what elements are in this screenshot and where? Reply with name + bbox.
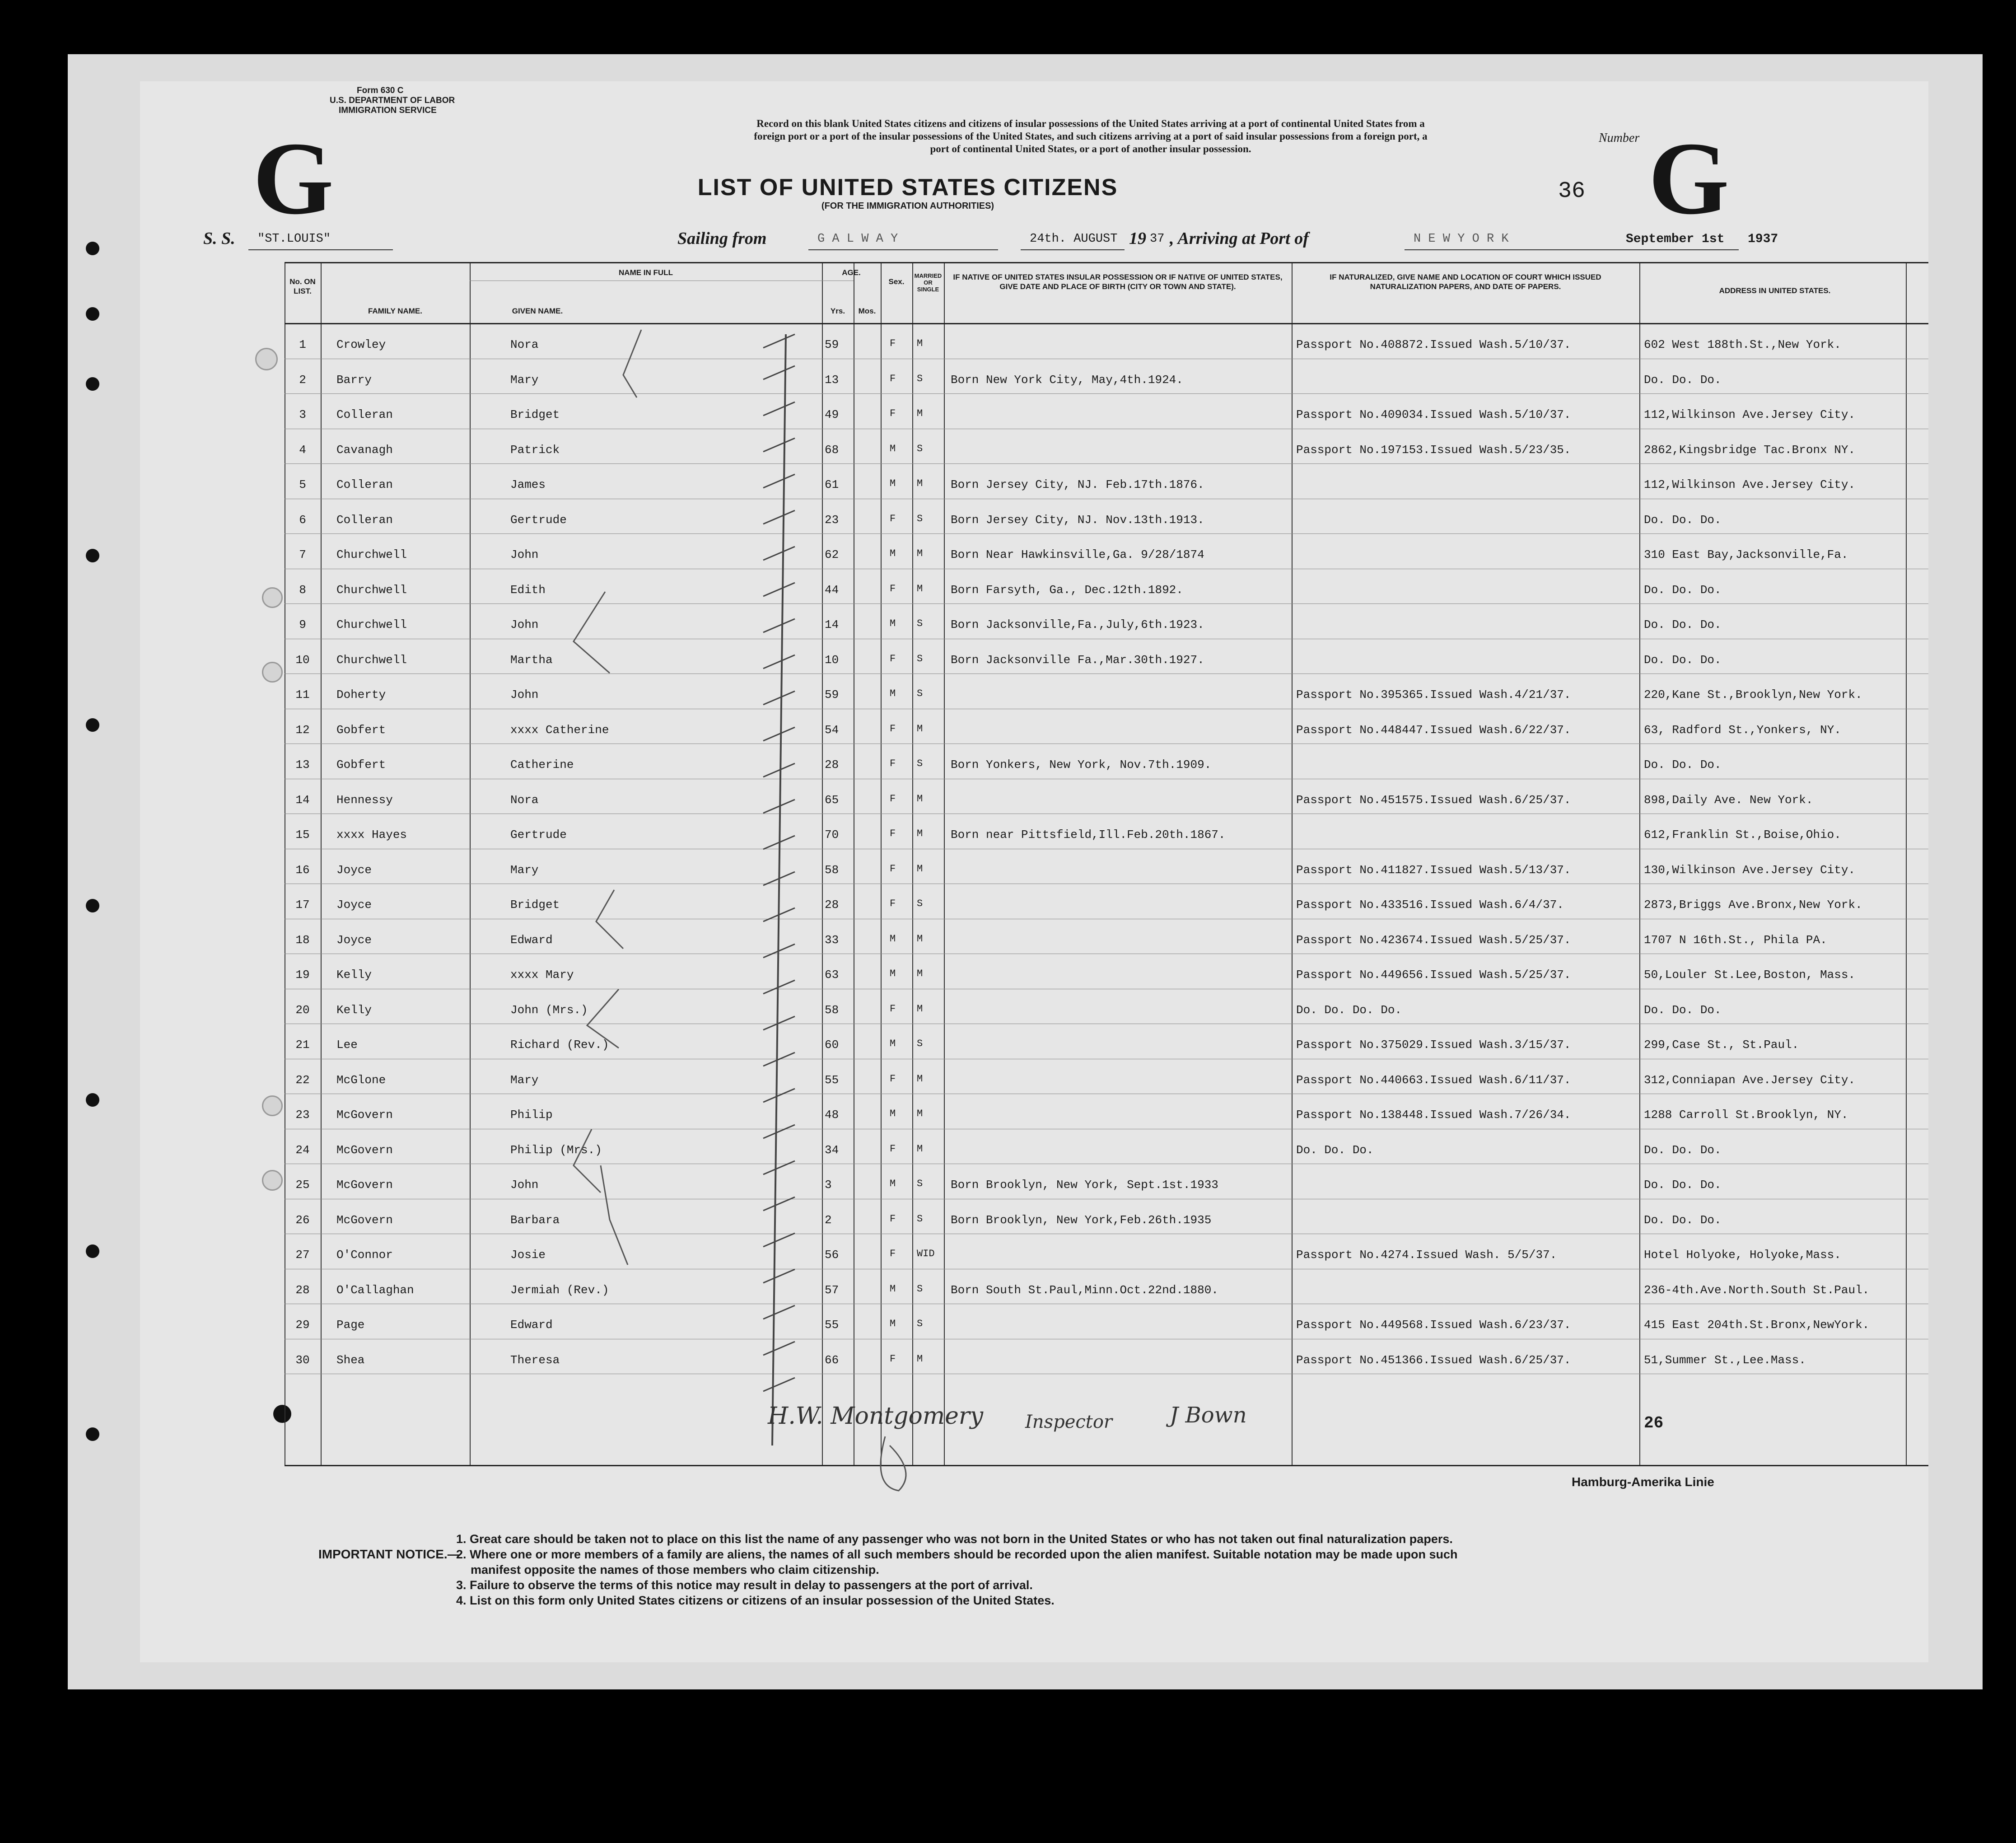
number-label: Number bbox=[1599, 131, 1640, 145]
list-number: 36 bbox=[1558, 178, 1586, 204]
family-name: Kelly bbox=[336, 1003, 372, 1017]
form-instructions: Record on this blank United States citizens and citizens of insular possessions of the United States arriving at a port of continental United States from a foreign port or a port of the insular possessions of the United States, and such citizens arriving at a port of said insular possessions from a foreign port, a port of continental United States, or a port of another insular possession. bbox=[754, 118, 1428, 154]
row-number: 11 bbox=[295, 688, 310, 702]
age-years: 62 bbox=[825, 548, 839, 561]
sex: M bbox=[890, 548, 896, 559]
family-name: Lee bbox=[336, 1038, 358, 1052]
row-number: 30 bbox=[295, 1353, 310, 1367]
marital-status: M bbox=[917, 1353, 923, 1365]
family-name: Kelly bbox=[336, 968, 372, 982]
us-address: Do. Do. Do. bbox=[1644, 1003, 1722, 1017]
marital-status: M bbox=[917, 723, 923, 734]
us-address: Do. Do. Do. bbox=[1644, 1143, 1722, 1157]
age-years: 61 bbox=[825, 478, 839, 491]
row-number: 18 bbox=[295, 933, 310, 947]
marital-status: M bbox=[917, 1003, 923, 1015]
family-name: Barry bbox=[336, 373, 372, 387]
naturalization-papers: Passport No.4274.Issued Wash. 5/5/37. bbox=[1296, 1248, 1557, 1262]
departure-port: G A L W A Y bbox=[817, 232, 898, 246]
age-years: 66 bbox=[825, 1353, 839, 1367]
sex: M bbox=[890, 478, 896, 489]
us-address: 2873,Briggs Ave.Bronx,New York. bbox=[1644, 898, 1862, 912]
us-address: Do. Do. Do. bbox=[1644, 653, 1722, 667]
given-name: Bridget bbox=[510, 408, 560, 421]
row-number: 15 bbox=[295, 828, 310, 842]
notice-item-1: 1. Great care should be taken not to place on this list the name of any passenger who was not born in the United States or who has not taken out final naturalization papers. bbox=[456, 1532, 1453, 1546]
arrival-year: 1937 bbox=[1748, 232, 1778, 246]
given-name: Gertrude bbox=[510, 828, 567, 842]
row-number: 7 bbox=[299, 548, 306, 561]
marital-status: M bbox=[917, 863, 923, 875]
row-number: 8 bbox=[299, 583, 306, 597]
given-name: xxxx Mary bbox=[510, 968, 574, 982]
age-years: 34 bbox=[825, 1143, 839, 1157]
column-age: AGE. bbox=[842, 268, 861, 277]
marital-status: M bbox=[917, 828, 923, 839]
family-name: Shea bbox=[336, 1353, 365, 1367]
sex: F bbox=[890, 583, 896, 594]
family-name: McGovern bbox=[336, 1178, 393, 1192]
given-name: Bridget bbox=[510, 898, 560, 912]
family-name: Gobfert bbox=[336, 758, 386, 772]
notice-title: IMPORTANT NOTICE.— bbox=[318, 1547, 460, 1561]
column-address: ADDRESS IN UNITED STATES. bbox=[1719, 286, 1831, 295]
us-address: Do. Do. Do. bbox=[1644, 583, 1722, 597]
given-name: Patrick bbox=[510, 443, 560, 457]
family-name: Joyce bbox=[336, 933, 372, 947]
row-number: 29 bbox=[295, 1318, 310, 1332]
age-years: 56 bbox=[825, 1248, 839, 1262]
naturalization-papers: Passport No.449656.Issued Wash.5/25/37. bbox=[1296, 968, 1571, 982]
ship-name: "ST.LOUIS" bbox=[257, 232, 331, 246]
department-name: U.S. DEPARTMENT OF LABOR bbox=[330, 96, 455, 105]
us-address: 236-4th.Ave.North.South St.Paul. bbox=[1644, 1283, 1870, 1297]
age-years: 59 bbox=[825, 338, 839, 351]
row-number: 4 bbox=[299, 443, 306, 457]
us-address: Hotel Holyoke, Holyoke,Mass. bbox=[1644, 1248, 1841, 1262]
given-name: Richard (Rev.) bbox=[510, 1038, 609, 1052]
age-years: 13 bbox=[825, 373, 839, 387]
given-name: James bbox=[510, 478, 546, 491]
marital-status: M bbox=[917, 338, 923, 349]
age-years: 58 bbox=[825, 863, 839, 877]
age-years: 60 bbox=[825, 1038, 839, 1052]
family-name: Churchwell bbox=[336, 618, 407, 631]
naturalization-papers: Passport No.138448.Issued Wash.7/26/34. bbox=[1296, 1108, 1571, 1122]
age-years: 44 bbox=[825, 583, 839, 597]
marital-status: S bbox=[917, 688, 923, 699]
family-name: Hennessy bbox=[336, 793, 393, 807]
departure-date: 24th. AUGUST bbox=[1030, 232, 1118, 246]
row-number: 25 bbox=[295, 1178, 310, 1192]
arrival-date: September 1st bbox=[1626, 232, 1725, 246]
notice-item-3: 3. Failure to observe the terms of this notice may result in delay to passengers at the port of arrival. bbox=[456, 1578, 1033, 1592]
us-address: 299,Case St., St.Paul. bbox=[1644, 1038, 1799, 1052]
family-name: Joyce bbox=[336, 863, 372, 877]
column-sex: Sex. bbox=[888, 277, 905, 286]
age-years: 58 bbox=[825, 1003, 839, 1017]
marital-status: S bbox=[917, 1213, 923, 1225]
sex: F bbox=[890, 758, 896, 769]
column-number: No. ON LIST. bbox=[289, 277, 316, 295]
us-address: 312,Conniapan Ave.Jersey City. bbox=[1644, 1073, 1856, 1087]
family-name: Colleran bbox=[336, 408, 393, 421]
us-address: 112,Wilkinson Ave.Jersey City. bbox=[1644, 478, 1856, 491]
row-number: 5 bbox=[299, 478, 306, 491]
given-name: Jermiah (Rev.) bbox=[510, 1283, 609, 1297]
row-number: 13 bbox=[295, 758, 310, 772]
given-name: John bbox=[510, 548, 539, 561]
row-number: 22 bbox=[295, 1073, 310, 1087]
naturalization-papers: Passport No.375029.Issued Wash.3/15/37. bbox=[1296, 1038, 1571, 1052]
sex: F bbox=[890, 408, 896, 419]
naturalization-papers: Do. Do. Do. Do. bbox=[1296, 1003, 1402, 1017]
age-years: 3 bbox=[825, 1178, 832, 1192]
family-name: McGlone bbox=[336, 1073, 386, 1087]
birth-place-date: Born Jersey City, NJ. Nov.13th.1913. bbox=[951, 513, 1204, 527]
sex: F bbox=[890, 793, 896, 805]
column-married: MARRIED OR SINGLE bbox=[914, 272, 942, 293]
family-name: Churchwell bbox=[336, 583, 407, 597]
family-name: xxxx Hayes bbox=[336, 828, 407, 842]
given-name: John bbox=[510, 688, 539, 702]
family-name: O'Callaghan bbox=[336, 1283, 414, 1297]
birth-place-date: Born Brooklyn, New York,Feb.26th.1935 bbox=[951, 1213, 1212, 1227]
given-name: Philip (Mrs.) bbox=[510, 1143, 602, 1157]
age-years: 2 bbox=[825, 1213, 832, 1227]
given-name: Mary bbox=[510, 373, 539, 387]
birth-place-date: Born Brooklyn, New York, Sept.1st.1933 bbox=[951, 1178, 1218, 1192]
naturalization-papers: Passport No.411827.Issued Wash.5/13/37. bbox=[1296, 863, 1571, 877]
age-years: 49 bbox=[825, 408, 839, 421]
sex: F bbox=[890, 828, 896, 839]
given-name: John (Mrs.) bbox=[510, 1003, 588, 1017]
year-suffix: 37 bbox=[1150, 232, 1165, 246]
sex: F bbox=[890, 653, 896, 664]
naturalization-papers: Passport No.197153.Issued Wash.5/23/35. bbox=[1296, 443, 1571, 457]
row-number: 6 bbox=[299, 513, 306, 527]
row-number: 14 bbox=[295, 793, 310, 807]
manifest-page bbox=[140, 81, 1928, 1662]
birth-place-date: Born Jacksonville Fa.,Mar.30th.1927. bbox=[951, 653, 1204, 667]
ss-label: S. S. bbox=[203, 229, 235, 248]
arrival-port: N E W Y O R K bbox=[1414, 232, 1509, 246]
family-name: Colleran bbox=[336, 478, 393, 491]
sex: F bbox=[890, 1073, 896, 1085]
form-letter-right: G bbox=[1648, 121, 1729, 236]
marital-status: S bbox=[917, 1178, 923, 1189]
sex: M bbox=[890, 1038, 896, 1049]
given-name: Philip bbox=[510, 1108, 553, 1122]
row-number: 16 bbox=[295, 863, 310, 877]
naturalization-papers: Passport No.433516.Issued Wash.6/4/37. bbox=[1296, 898, 1564, 912]
given-name: Edward bbox=[510, 933, 553, 947]
marital-status: S bbox=[917, 758, 923, 769]
marital-status: S bbox=[917, 1038, 923, 1049]
birth-place-date: Born Jersey City, NJ. Feb.17th.1876. bbox=[951, 478, 1204, 491]
row-number: 20 bbox=[295, 1003, 310, 1017]
marital-status: M bbox=[917, 933, 923, 945]
us-address: Do. Do. Do. bbox=[1644, 373, 1722, 387]
family-name: McGovern bbox=[336, 1213, 393, 1227]
marital-status: M bbox=[917, 1108, 923, 1119]
birth-place-date: Born near Pittsfield,Ill.Feb.20th.1867. bbox=[951, 828, 1226, 842]
row-number: 28 bbox=[295, 1283, 310, 1297]
us-address: 51,Summer St.,Lee.Mass. bbox=[1644, 1353, 1806, 1367]
age-years: 68 bbox=[825, 443, 839, 457]
given-name: Edward bbox=[510, 1318, 553, 1332]
birth-place-date: Born Farsyth, Ga., Dec.12th.1892. bbox=[951, 583, 1183, 597]
age-years: 55 bbox=[825, 1073, 839, 1087]
birth-place-date: Born Yonkers, New York, Nov.7th.1909. bbox=[951, 758, 1212, 772]
us-address: 130,Wilkinson Ave.Jersey City. bbox=[1644, 863, 1856, 877]
sex: F bbox=[890, 863, 896, 875]
year-prefix: 19 bbox=[1129, 229, 1146, 248]
column-months: Mos. bbox=[858, 307, 876, 315]
birth-place-date: Born Near Hawkinsville,Ga. 9/28/1874 bbox=[951, 548, 1204, 561]
age-years: 23 bbox=[825, 513, 839, 527]
row-number: 26 bbox=[295, 1213, 310, 1227]
naturalization-papers: Passport No.451366.Issued Wash.6/25/37. bbox=[1296, 1353, 1571, 1367]
sex: M bbox=[890, 1283, 896, 1295]
sex: M bbox=[890, 933, 896, 945]
row-number: 2 bbox=[299, 373, 306, 387]
age-years: 70 bbox=[825, 828, 839, 842]
us-address: Do. Do. Do. bbox=[1644, 513, 1722, 527]
naturalization-papers: Passport No.395365.Issued Wash.4/21/37. bbox=[1296, 688, 1571, 702]
naturalization-papers: Passport No.409034.Issued Wash.5/10/37. bbox=[1296, 408, 1571, 421]
marital-status: WID bbox=[917, 1248, 935, 1259]
birth-place-date: Born South St.Paul,Minn.Oct.22nd.1880. bbox=[951, 1283, 1218, 1297]
sex: F bbox=[890, 513, 896, 524]
us-address: Do. Do. Do. bbox=[1644, 1213, 1722, 1227]
row-number: 10 bbox=[295, 653, 310, 667]
column-given-name: GIVEN NAME. bbox=[512, 307, 563, 315]
marital-status: M bbox=[917, 1073, 923, 1085]
marital-status: S bbox=[917, 1318, 923, 1329]
naturalization-papers: Passport No.449568.Issued Wash.6/23/37. bbox=[1296, 1318, 1571, 1332]
given-name: Barbara bbox=[510, 1213, 560, 1227]
shipping-company-stamp: Hamburg-Amerika Linie bbox=[1572, 1475, 1714, 1489]
us-address: Do. Do. Do. bbox=[1644, 618, 1722, 631]
marital-status: S bbox=[917, 1283, 923, 1295]
birth-place-date: Born Jacksonville,Fa.,July,6th.1923. bbox=[951, 618, 1204, 631]
service-name: IMMIGRATION SERVICE bbox=[339, 106, 437, 115]
given-name: Gertrude bbox=[510, 513, 567, 527]
form-number: Form 630 C bbox=[357, 86, 404, 95]
form-letter-left: G bbox=[253, 121, 334, 236]
row-number: 23 bbox=[295, 1108, 310, 1122]
us-address: 602 West 188th.St.,New York. bbox=[1644, 338, 1841, 351]
family-name: Gobfert bbox=[336, 723, 386, 737]
column-name-in-full: NAME IN FULL bbox=[619, 268, 673, 277]
given-name: Josie bbox=[510, 1248, 546, 1262]
sex: F bbox=[890, 373, 896, 384]
naturalization-papers: Passport No.423674.Issued Wash.5/25/37. bbox=[1296, 933, 1571, 947]
us-address: 63, Radford St.,Yonkers, NY. bbox=[1644, 723, 1841, 737]
us-address: 612,Franklin St.,Boise,Ohio. bbox=[1644, 828, 1841, 842]
family-name: Doherty bbox=[336, 688, 386, 702]
us-address: 2862,Kingsbridge Tac.Bronx NY. bbox=[1644, 443, 1856, 457]
family-name: McGovern bbox=[336, 1108, 393, 1122]
us-address: Do. Do. Do. bbox=[1644, 1178, 1722, 1192]
given-name: Martha bbox=[510, 653, 553, 667]
sex: F bbox=[890, 1353, 896, 1365]
birth-place-date: Born New York City, May,4th.1924. bbox=[951, 373, 1183, 387]
sex: M bbox=[890, 688, 896, 699]
age-years: 33 bbox=[825, 933, 839, 947]
age-years: 10 bbox=[825, 653, 839, 667]
given-name: Nora bbox=[510, 338, 539, 351]
sex: F bbox=[890, 1248, 896, 1259]
notice-item-2-cont: manifest opposite the names of those members who claim citizenship. bbox=[471, 1563, 879, 1576]
us-address: 1288 Carroll St.Brooklyn, NY. bbox=[1644, 1108, 1848, 1122]
family-name: Cavanagh bbox=[336, 443, 393, 457]
marital-status: M bbox=[917, 478, 923, 489]
given-name: Mary bbox=[510, 863, 539, 877]
family-name: Colleran bbox=[336, 513, 393, 527]
us-address: Do. Do. Do. bbox=[1644, 758, 1722, 772]
naturalization-papers: Passport No.451575.Issued Wash.6/25/37. bbox=[1296, 793, 1571, 807]
marital-status: S bbox=[917, 513, 923, 524]
notice-item-2: 2. Where one or more members of a family are aliens, the names of all such members should be recorded upon the alien manifest. Suitable notation may be made upon such bbox=[456, 1548, 1458, 1561]
family-name: Joyce bbox=[336, 898, 372, 912]
row-number: 21 bbox=[295, 1038, 310, 1052]
naturalization-papers: Passport No.440663.Issued Wash.6/11/37. bbox=[1296, 1073, 1571, 1087]
marital-status: M bbox=[917, 408, 923, 419]
naturalization-papers: Do. Do. Do. bbox=[1296, 1143, 1374, 1157]
age-years: 48 bbox=[825, 1108, 839, 1122]
column-birth: IF NATIVE OF UNITED STATES INSULAR POSSESSION OR IF NATIVE OF UNITED STATES, GIVE DATE AND PLACE OF BIRTH (CITY OR TOWN AND STATE). bbox=[953, 273, 1283, 291]
marital-status: S bbox=[917, 373, 923, 384]
family-name: Churchwell bbox=[336, 653, 407, 667]
family-name: O'Connor bbox=[336, 1248, 393, 1262]
sex: M bbox=[890, 443, 896, 454]
column-naturalized: IF NATURALIZED, GIVE NAME AND LOCATION OF COURT WHICH ISSUED NATURALIZATION PAPERS, AND DATE OF PAPERS. bbox=[1330, 273, 1601, 291]
age-years: 28 bbox=[825, 758, 839, 772]
sex: M bbox=[890, 968, 896, 979]
row-number: 9 bbox=[299, 618, 306, 631]
row-number: 1 bbox=[299, 338, 306, 351]
marital-status: M bbox=[917, 583, 923, 594]
marital-status: M bbox=[917, 1143, 923, 1155]
arriving-label: , Arriving at Port of bbox=[1170, 229, 1309, 248]
age-years: 57 bbox=[825, 1283, 839, 1297]
age-years: 54 bbox=[825, 723, 839, 737]
age-years: 14 bbox=[825, 618, 839, 631]
us-address: 220,Kane St.,Brooklyn,New York. bbox=[1644, 688, 1862, 702]
marital-status: M bbox=[917, 548, 923, 559]
row-number: 27 bbox=[295, 1248, 310, 1262]
sex: F bbox=[890, 723, 896, 734]
us-address: 415 East 204th.St.Bronx,NewYork. bbox=[1644, 1318, 1870, 1332]
naturalization-papers: Passport No.448447.Issued Wash.6/22/37. bbox=[1296, 723, 1571, 737]
marital-status: M bbox=[917, 968, 923, 979]
marital-status: S bbox=[917, 898, 923, 909]
row-number: 19 bbox=[295, 968, 310, 982]
given-name: Mary bbox=[510, 1073, 539, 1087]
marital-status: S bbox=[917, 443, 923, 454]
sex: F bbox=[890, 1003, 896, 1015]
family-name: Churchwell bbox=[336, 548, 407, 561]
column-family-name: FAMILY NAME. bbox=[368, 307, 422, 315]
family-name: Crowley bbox=[336, 338, 386, 351]
us-address: 50,Louler St.Lee,Boston, Mass. bbox=[1644, 968, 1856, 982]
sex: M bbox=[890, 1178, 896, 1189]
age-years: 59 bbox=[825, 688, 839, 702]
age-years: 28 bbox=[825, 898, 839, 912]
row-number: 24 bbox=[295, 1143, 310, 1157]
marital-status: M bbox=[917, 793, 923, 805]
page-total: 26 bbox=[1644, 1414, 1664, 1432]
sex: M bbox=[890, 618, 896, 629]
notice-item-4: 4. List on this form only United States citizens or citizens of an insular possession of the United States. bbox=[456, 1594, 1055, 1607]
row-number: 12 bbox=[295, 723, 310, 737]
naturalization-papers: Passport No.408872.Issued Wash.5/10/37. bbox=[1296, 338, 1571, 351]
column-years: Yrs. bbox=[830, 307, 845, 315]
form-title: LIST OF UNITED STATES CITIZENS bbox=[697, 174, 1118, 201]
us-address: 898,Daily Ave. New York. bbox=[1644, 793, 1813, 807]
sex: M bbox=[890, 1318, 896, 1329]
us-address: 112,Wilkinson Ave.Jersey City. bbox=[1644, 408, 1856, 421]
us-address: 310 East Bay,Jacksonville,Fa. bbox=[1644, 548, 1848, 561]
age-years: 65 bbox=[825, 793, 839, 807]
inspector-label: Inspector bbox=[1025, 1412, 1113, 1432]
sex: M bbox=[890, 1108, 896, 1119]
sailing-from-label: Sailing from bbox=[677, 229, 767, 248]
inspector-initials: J Bown bbox=[1170, 1403, 1247, 1428]
sex: F bbox=[890, 898, 896, 909]
given-name: Edith bbox=[510, 583, 546, 597]
sex: F bbox=[890, 338, 896, 349]
given-name: Catherine bbox=[510, 758, 574, 772]
given-name: John bbox=[510, 1178, 539, 1192]
sex: F bbox=[890, 1143, 896, 1155]
given-name: Nora bbox=[510, 793, 539, 807]
given-name: xxxx Catherine bbox=[510, 723, 609, 737]
given-name: Theresa bbox=[510, 1353, 560, 1367]
family-name: Page bbox=[336, 1318, 365, 1332]
marital-status: S bbox=[917, 618, 923, 629]
given-name: John bbox=[510, 618, 539, 631]
sex: F bbox=[890, 1213, 896, 1225]
us-address: 1707 N 16th.St., Phila PA. bbox=[1644, 933, 1827, 947]
marital-status: S bbox=[917, 653, 923, 664]
row-number: 3 bbox=[299, 408, 306, 421]
row-number: 17 bbox=[295, 898, 310, 912]
form-subtitle: (FOR THE IMMIGRATION AUTHORITIES) bbox=[821, 201, 994, 211]
age-years: 63 bbox=[825, 968, 839, 982]
age-years: 55 bbox=[825, 1318, 839, 1332]
inspector-signature: H.W. Montgomery bbox=[768, 1403, 984, 1430]
family-name: McGovern bbox=[336, 1143, 393, 1157]
